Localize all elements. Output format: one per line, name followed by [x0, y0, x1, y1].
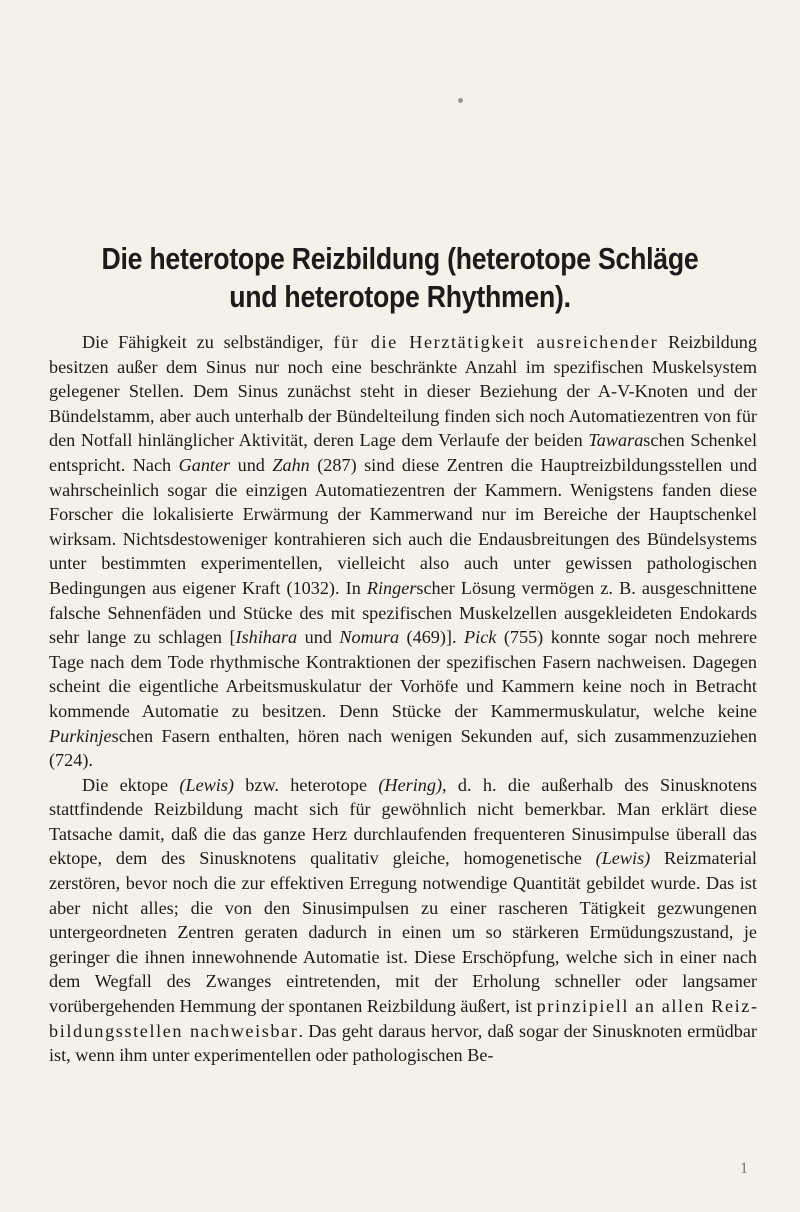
- author-name: Zahn: [272, 454, 310, 475]
- ink-speck: [458, 98, 463, 103]
- chapter-heading: [90, 240, 709, 316]
- author-name: Ringer: [366, 577, 417, 598]
- paragraph-1: [49, 330, 757, 773]
- heading-line-2: und heterotope Rhythmen).: [229, 279, 571, 314]
- spaced-emphasis: prinzipiell an allen Reizbildungsstellen nachweisbar: [49, 996, 758, 1041]
- text-run: schen Fasern enthalten, hören nach wenigen Sekunden auf, sich zusammenzuziehen (724).: [49, 725, 757, 771]
- author-name: (Hering): [378, 774, 443, 795]
- text-run: . Das geht daraus hervor, daß sogar der Sinusknoten ermüdbar ist, wenn ihm unter experimentellen oder pathologischen Be-: [49, 1020, 757, 1066]
- heading-line-1: Die heterotope Reizbildung (heterotope Schläge: [101, 241, 699, 276]
- text-run: (469)].: [399, 627, 465, 648]
- text-run: Reizmaterial zerstören, bevor noch die zur effektiven Erregung notwendige Quantität gebildet wurde. Das ist aber nicht alles; die von den Sinusimpulsen zu einer rascheren Tätigkeit gezwungenen untergeordneten Zentren geraten dadurch in einen um so stärkeren Ermüdungszustand, je geringer die ihnen innewohnende Automatie ist. Diese Erschöpfung, welche sich in einer nach dem Wegfall des Zwanges eintretenden, mit der Erholung schneller oder langsamer vorübergehenden Hemmung der spontanen Reizbildung äußert, ist: [49, 848, 757, 1017]
- page-mark: 1: [740, 1160, 748, 1177]
- author-name: Purkinje: [49, 725, 112, 746]
- author-name: Nomura: [339, 627, 400, 648]
- text-run: scher Lösung vermögen z. B. ausgeschnittene falsche Sehnenfäden und Stücke des mit spezifischen Muskelzellen ausgekleideten Endokards sehr lange zu schlagen [: [49, 577, 757, 648]
- author-name: Ganter: [178, 454, 231, 475]
- text-run: Die ektope: [82, 774, 180, 795]
- text-run: bzw. heterotope: [233, 774, 379, 795]
- text-run: und: [230, 454, 273, 475]
- paragraph-2: [49, 773, 757, 1068]
- text-run: und: [297, 627, 340, 648]
- text-run: (755) konnte sogar noch mehrere Tage nach dem Tode rhythmische Kontraktionen der spezifischen Fasern nachweisen. Dagegen scheint die eigentliche Arbeitsmuskulatur der Vorhöfe und Kammern keine noch in Betracht kommende Automatie zu besitzen. Denn Stücke der Kammermuskulatur, welche keine: [49, 627, 758, 721]
- text-run: Die Fähigkeit zu selbständiger,: [82, 332, 334, 352]
- author-name: Tawara: [588, 430, 644, 451]
- body-text: [49, 330, 757, 1068]
- author-name: Pick: [464, 627, 497, 648]
- author-name: Ishihara: [235, 627, 298, 648]
- text-run: Reizbildung besitzen außer dem Sinus nur noch eine beschränkte Anzahl im spezifischen Muskelsystem gelegener Stellen. Dem Sinus zunächst steht in dieser Beziehung der A-V-Knoten und der Bündelstamm, aber auch unterhalb der Bündelteilung finden sich noch Automatiezentren von für den Notfall hinlänglicher Aktivität, deren Lage dem Verlaufe der beiden: [49, 332, 757, 451]
- text-run: (287) sind diese Zentren die Hauptreizbildungsstellen und wahrscheinlich sogar die einzigen Automatiezentren der Kammern. Wenigstens fanden diese Forscher die lokalisierte Erwärmung der Kammerwand nur im Bereiche der Hauptschenkel wirksam. Nichtsdestoweniger kontrahieren sich auch die Endausbreitungen des Bündelsystems unter bestimmten experimentellen, vielleicht also auch unter gewissen pathologischen Bedingungen aus eigener Kraft (1032). In: [49, 454, 758, 598]
- author-name: (Lewis): [595, 848, 651, 869]
- text-run: schen Schenkel entspricht. Nach: [49, 430, 758, 475]
- text-run: , d. h. die außerhalb des Sinusknotens stattfindende Reizbildung macht sich für gewöhnlich nicht bemerkbar. Man erklärt diese Tatsache damit, daß die das ganze Herz durchlaufenden frequenteren Sinusimpulse überall das ektope, dem des Sinusknotens qualitativ gleiche, homogenetische: [49, 774, 757, 869]
- author-name: (Lewis): [179, 774, 234, 795]
- spaced-emphasis: für die Herztätigkeit ausreichender: [333, 332, 659, 352]
